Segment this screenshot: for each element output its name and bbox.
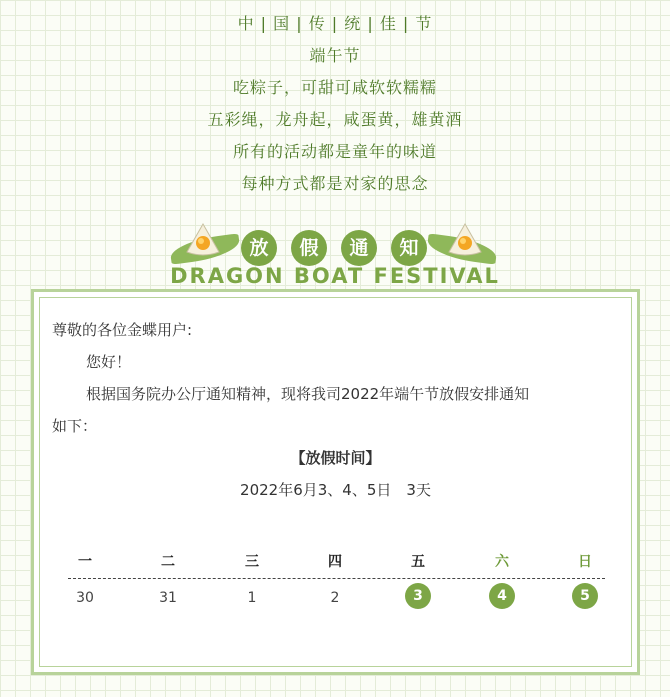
banner-char: 放	[241, 230, 277, 266]
notice-card	[31, 289, 640, 675]
weekday-label: 一	[78, 554, 92, 570]
holiday-banner	[165, 220, 505, 292]
weekday-label: 六	[495, 554, 509, 570]
notice-body-line: 根据国务院办公厅通知精神，现将我司2022年端午节放假安排通知	[86, 385, 530, 403]
section-title: 【放假时间】	[290, 449, 381, 467]
zongzi-icon	[447, 222, 483, 258]
banner-char: 知	[391, 230, 427, 266]
calendar-holiday-day: 3	[405, 583, 431, 609]
poem-line: 端午节	[309, 46, 361, 65]
poem-line: 每种方式都是对家的思念	[241, 174, 429, 193]
weekday-label: 日	[578, 554, 592, 570]
banner-subtitle: DRAGON BOAT FESTIVAL	[170, 264, 500, 288]
calendar-holiday-day: 5	[572, 583, 598, 609]
poem-line: 所有的活动都是童年的味道	[232, 142, 437, 161]
holiday-dates: 2022年6月3、4、5日 3天	[240, 481, 431, 499]
banner-char: 通	[341, 230, 377, 266]
weekday-label: 三	[245, 554, 259, 570]
calendar-day: 31	[159, 590, 177, 606]
weekday-label: 二	[161, 554, 175, 570]
calendar-day: 30	[76, 590, 94, 606]
notice-greeting: 尊敬的各位金蝶用户:	[52, 321, 193, 339]
notice-body-line: 如下：	[52, 417, 98, 435]
poem-line: 吃粽子，可甜可咸软软糯糯	[232, 78, 437, 97]
poem-line: 中 | 国 | 传 | 统 | 佳 | 节	[237, 14, 433, 33]
notice-hello: 您好！	[86, 353, 132, 371]
weekday-label: 四	[328, 554, 342, 570]
weekday-label: 五	[411, 554, 425, 570]
banner-char: 假	[291, 230, 327, 266]
calendar-divider	[68, 578, 605, 579]
calendar-holiday-day: 4	[489, 583, 515, 609]
poem-line: 五彩绳，龙舟起，咸蛋黄，雄黄酒	[207, 110, 463, 129]
calendar-day: 2	[330, 590, 340, 606]
zongzi-icon	[185, 222, 221, 258]
calendar-day: 1	[247, 590, 257, 606]
